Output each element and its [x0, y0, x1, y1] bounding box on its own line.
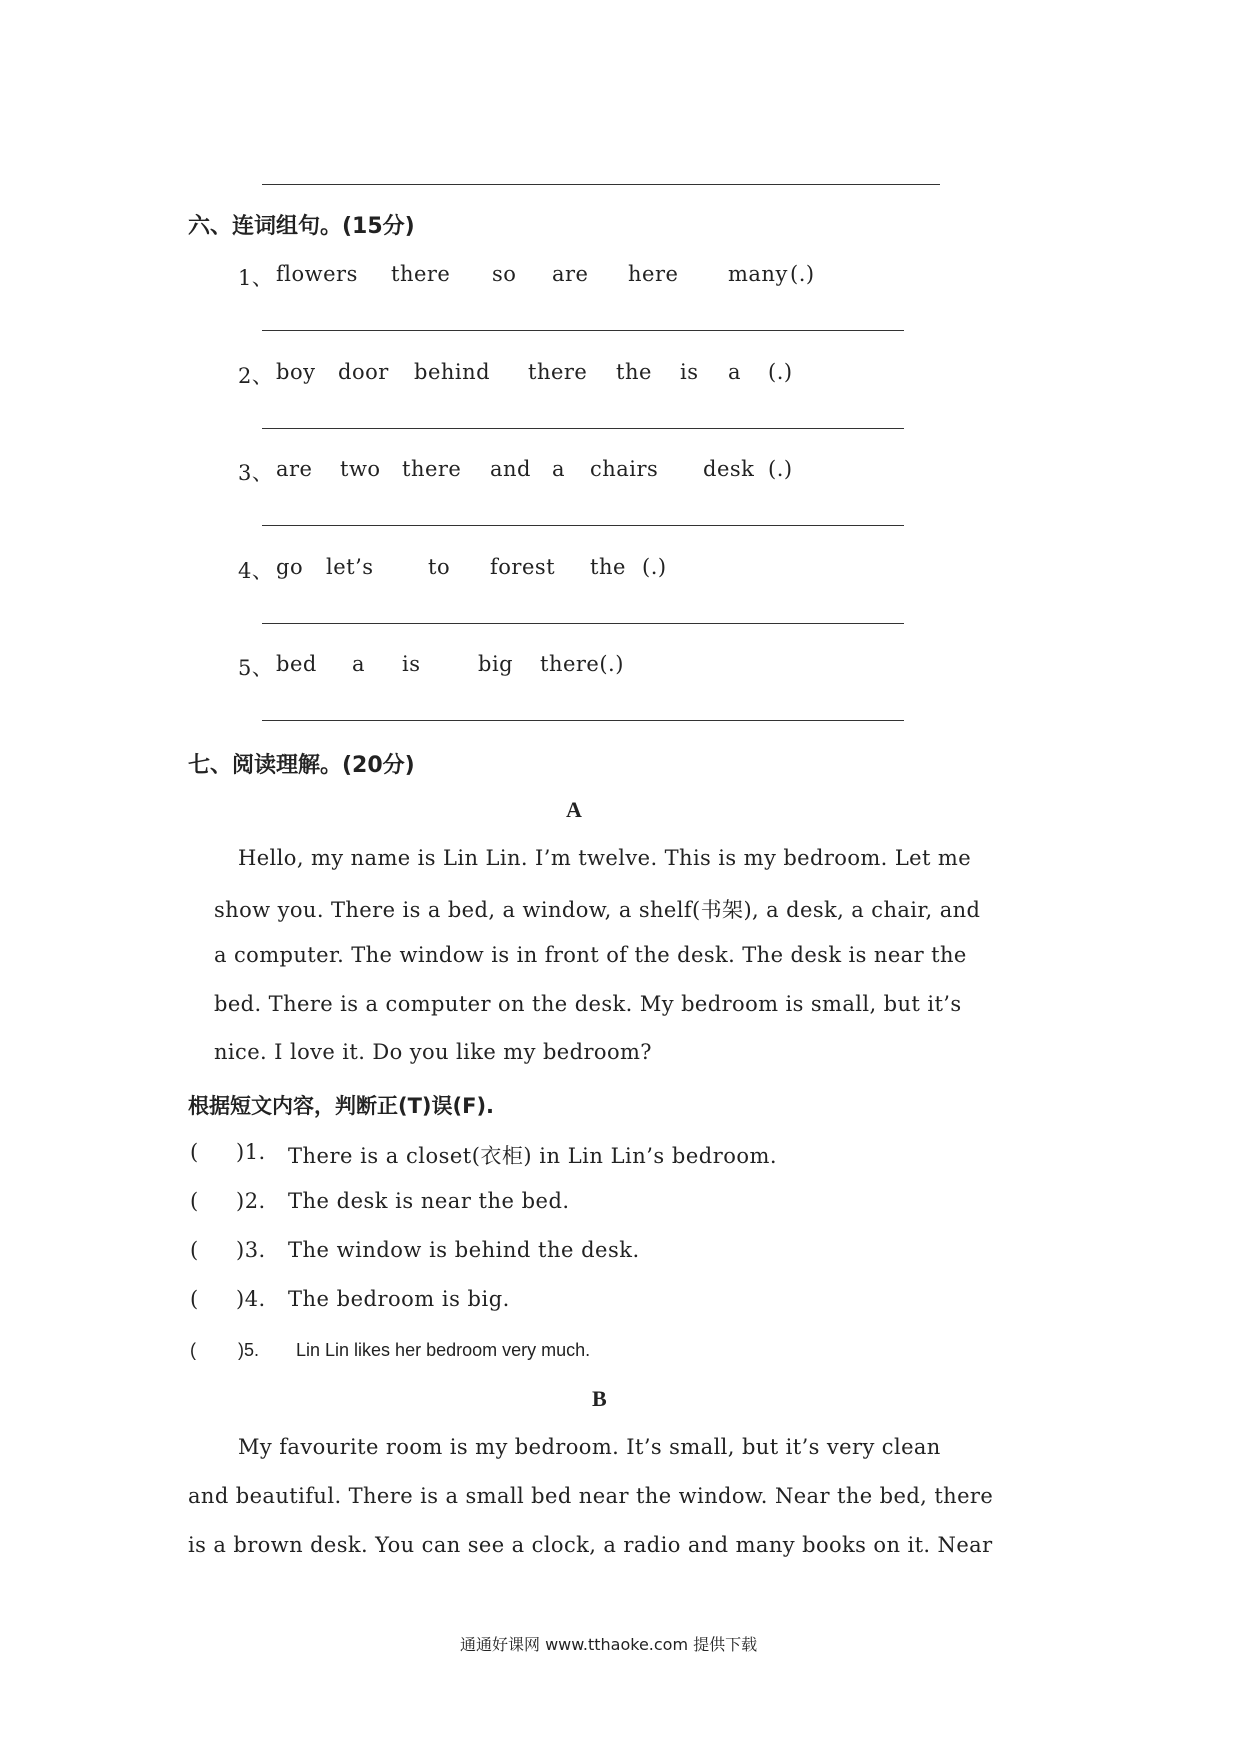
- word: big: [478, 652, 514, 676]
- answer-line[interactable]: [262, 428, 904, 429]
- word: there: [391, 262, 451, 286]
- passage-line: My favourite room is my bedroom. It’s small, but it’s very clean: [238, 1435, 941, 1459]
- answer-line-top: [262, 184, 940, 185]
- question-text: Lin Lin likes her bedroom very much.: [296, 1340, 591, 1360]
- word: is: [402, 652, 421, 676]
- word: desk: [703, 457, 755, 481]
- word: (.): [768, 457, 793, 481]
- word: door: [338, 360, 389, 384]
- question-text: There is a closet(衣柜) in Lin Lin’s bedroom.: [288, 1144, 778, 1168]
- passage-line: show you. There is a bed, a window, a shelf(书架), a desk, a chair, and: [214, 898, 981, 922]
- section-six-heading: 六、连词组句。(15分): [188, 214, 415, 239]
- item-number: 3、: [238, 461, 274, 485]
- answer-paren-open[interactable]: (: [190, 1340, 196, 1360]
- word: to: [428, 555, 451, 579]
- word: a: [352, 652, 366, 676]
- word: a: [552, 457, 566, 481]
- question-number: )5.: [238, 1340, 260, 1360]
- word: two: [340, 457, 381, 481]
- word: there(.): [540, 652, 624, 676]
- passage-line: a computer. The window is in front of the desk. The desk is near the: [214, 943, 967, 967]
- word: behind: [414, 360, 491, 384]
- word: bed: [276, 652, 317, 676]
- passage-line: nice. I love it. Do you like my bedroom?: [214, 1040, 652, 1064]
- tf-instruction: 根据短文内容，判断正(T)误(F).: [188, 1094, 495, 1118]
- word: (.): [642, 555, 667, 579]
- question-text: The window is behind the desk.: [288, 1238, 640, 1262]
- question-number: )2.: [236, 1189, 266, 1213]
- word: let’s: [326, 555, 374, 579]
- question-number: )3.: [236, 1238, 266, 1262]
- word: go: [276, 555, 304, 579]
- answer-paren-open[interactable]: (: [190, 1189, 199, 1213]
- passage-line: bed. There is a computer on the desk. My bedroom is small, but it’s: [214, 992, 962, 1016]
- word: the: [616, 360, 652, 384]
- answer-line[interactable]: [262, 525, 904, 526]
- word: (.): [768, 360, 793, 384]
- word: (.): [790, 262, 815, 286]
- question-number: )1.: [236, 1140, 266, 1164]
- word: the: [590, 555, 626, 579]
- answer-paren-open[interactable]: (: [190, 1238, 199, 1262]
- word: boy: [276, 360, 316, 384]
- word: are: [552, 262, 589, 286]
- item-number: 1、: [238, 266, 274, 290]
- word: flowers: [276, 262, 358, 286]
- answer-line[interactable]: [262, 623, 904, 624]
- word: are: [276, 457, 313, 481]
- question-number: )4.: [236, 1287, 266, 1311]
- answer-line[interactable]: [262, 330, 904, 331]
- answer-line[interactable]: [262, 720, 904, 721]
- word: here: [628, 262, 679, 286]
- answer-paren-open[interactable]: (: [190, 1140, 199, 1164]
- word: so: [492, 262, 517, 286]
- item-number: 5、: [238, 656, 274, 680]
- page-footer: 通通好课网 www.tthaoke.com 提供下载: [460, 1635, 758, 1654]
- passage-line: Hello, my name is Lin Lin. I’m twelve. This is my bedroom. Let me: [238, 846, 972, 870]
- word: chairs: [590, 457, 659, 481]
- word: is: [680, 360, 699, 384]
- word: a: [728, 360, 742, 384]
- word: forest: [490, 555, 556, 579]
- word: there: [528, 360, 588, 384]
- section-seven-heading: 七、阅读理解。(20分): [188, 753, 415, 778]
- item-number: 4、: [238, 559, 274, 583]
- passage-line: is a brown desk. You can see a clock, a radio and many books on it. Near: [188, 1533, 993, 1557]
- question-text: The desk is near the bed.: [288, 1189, 570, 1213]
- question-text: The bedroom is big.: [288, 1287, 510, 1311]
- item-number: 2、: [238, 364, 274, 388]
- word: and: [490, 457, 531, 481]
- passage-a-title: A: [566, 797, 582, 822]
- word: many: [728, 262, 788, 286]
- answer-paren-open[interactable]: (: [190, 1287, 199, 1311]
- passage-b-title: B: [592, 1386, 607, 1411]
- passage-line: and beautiful. There is a small bed near the window. Near the bed, there: [188, 1484, 994, 1508]
- word: there: [402, 457, 462, 481]
